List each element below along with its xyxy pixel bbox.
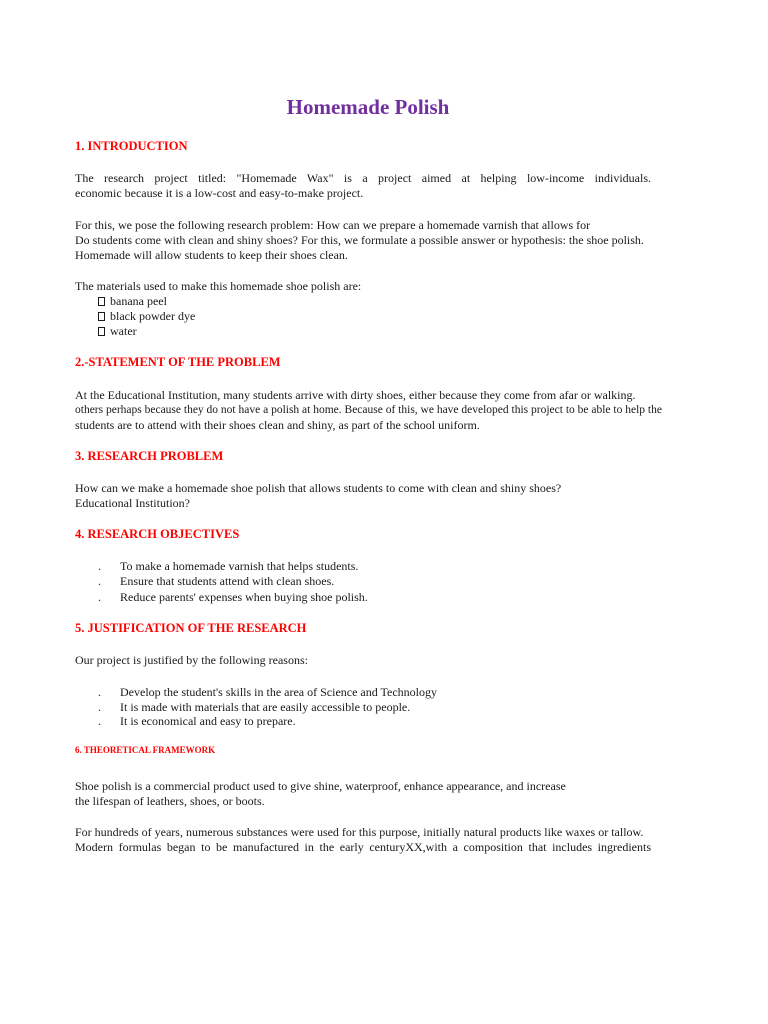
list-marker: . [98,685,101,699]
objective-label: To make a homemade varnish that helps students. [120,559,359,573]
checkbox-glyph-icon [98,312,105,321]
paragraph-line: How can we make a homemade shoe polish that allows students to come with clean and shiny shoes? [75,481,562,495]
paragraph-line: students are to attend with their shoes clean and shiny, as part of the school uniform. [75,418,480,432]
paragraph-line: others perhaps because they do not have a polish at home. Because of this, we have developed this project to be able to help the [75,404,662,416]
justification-label: Develop the student's skills in the area of Science and Technology [120,685,438,699]
list-marker: . [98,559,101,573]
justification-label: It is made with materials that are easily accessible to people. [120,700,411,714]
justification-label: It is economical and easy to prepare. [120,714,296,728]
list-marker: . [98,574,101,588]
section-heading-introduction: 1. INTRODUCTION [75,139,188,153]
paragraph-line: The materials used to make this homemade shoe polish are: [75,279,362,293]
section-heading-research-problem: 3. RESEARCH PROBLEM [75,449,224,463]
paragraph-line: Do students come with clean and shiny shoes? For this, we formulate a possible answer or hypothesis: the shoe polish. [75,233,644,247]
paragraph-line: Our project is justified by the following reasons: [75,653,308,667]
material-item [98,324,137,339]
section-heading-framework: 6. THEORETICAL FRAMEWORK [75,745,216,755]
paragraph-line: The research project titled: "Homemade Wax" is a project aimed at helping low-income individuals. [75,171,651,185]
objective-label: Reduce parents' expenses when buying shoe polish. [120,590,368,604]
material-item [98,309,195,324]
material-label: water [110,324,137,338]
checkbox-glyph-icon [98,297,105,306]
section-heading-objectives: 4. RESEARCH OBJECTIVES [75,527,240,541]
objective-label: Ensure that students attend with clean shoes. [120,574,335,588]
paragraph-line: For hundreds of years, numerous substances were used for this purpose, initially natural products like waxes or tallow. [75,825,644,839]
paragraph-line: Shoe polish is a commercial product used to give shine, waterproof, enhance appearance, and increase [75,779,566,793]
list-marker: . [98,590,101,604]
paragraph-line: Educational Institution? [75,496,190,510]
material-label: banana peel [110,294,167,308]
document-title: Homemade Polish [286,95,450,119]
paragraph-line: the lifespan of leathers, shoes, or boots. [75,794,265,808]
list-marker: . [98,700,101,714]
section-heading-statement: 2.-STATEMENT OF THE PROBLEM [75,355,281,369]
paragraph-line: Modern formulas began to be manufactured in the early centuryXX,with a composition that includes ingredients [75,840,651,854]
checkbox-glyph-icon [98,327,105,336]
paragraph-line: economic because it is a low-cost and easy-to-make project. [75,186,364,200]
paragraph-line: For this, we pose the following research problem: How can we prepare a homemade varnish that allows for [75,218,591,232]
list-marker: . [98,714,101,728]
material-label: black powder dye [110,309,196,323]
material-item [98,294,167,309]
paragraph-line: Homemade will allow students to keep their shoes clean. [75,248,348,262]
section-heading-justification: 5. JUSTIFICATION OF THE RESEARCH [75,621,307,635]
paragraph-line: At the Educational Institution, many students arrive with dirty shoes, either because they come from afar or walking. [75,388,636,402]
